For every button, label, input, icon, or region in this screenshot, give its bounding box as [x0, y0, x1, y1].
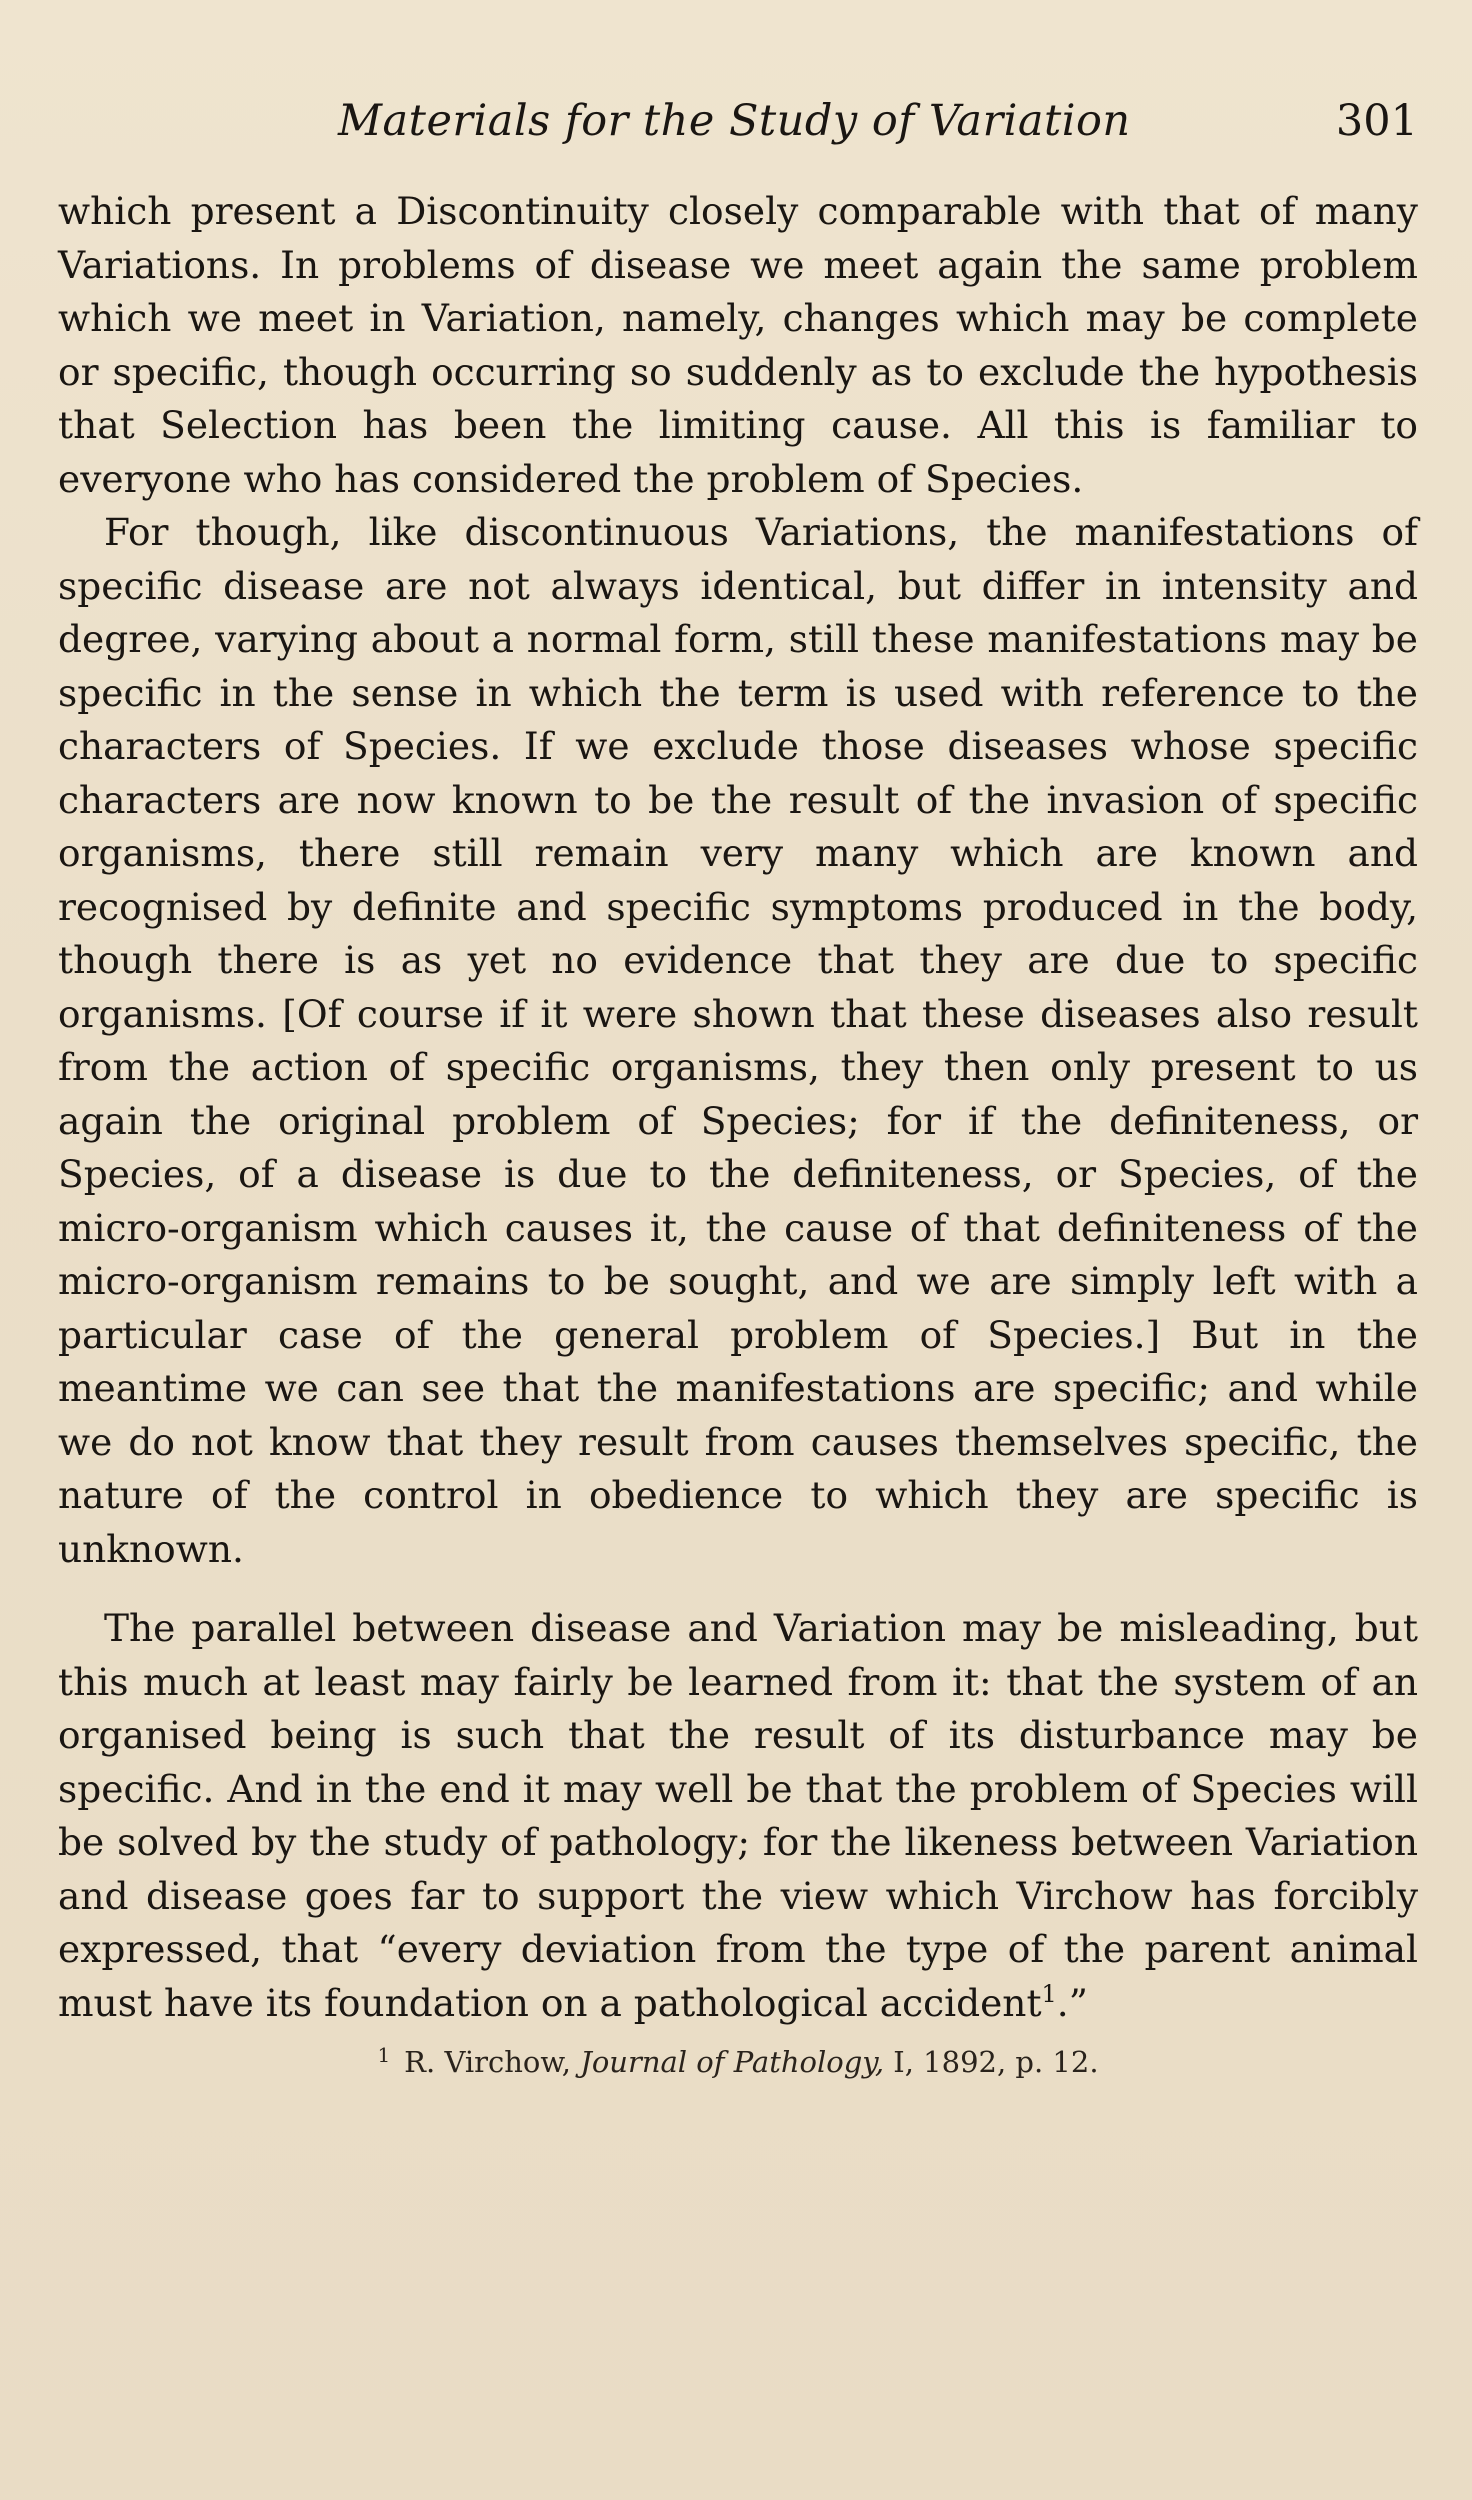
paragraph-2: For though, like discontinuous Variations, the manifestations of specific disease are not always identical, but differ in intensity and degree, varying about a normal form, still these manifestations may be specific in the sense in which the term is used with reference to the characters of Species. If we exclude those diseases whose specific characters are now known to be the result of the invasion of specific organisms, there still remain very many which are known and recognised by definite and specific symptoms produced in the body, though there is as yet no evidence that they are due to specific organisms. [Of course if it were shown that these diseases also result from the action of specific organisms, they then only present to us again the original problem of Species; for if the definiteness, or Species, of a disease is due to the definiteness, or Species, of the micro-organism which causes it, the cause of that definiteness of the micro-organism remains to be sought, and we are simply left with a particular case of the general problem of Species.] But in the meantime we can see that the manifestations are specific; and while we do not know that they result from causes themselves specific, the nature of the control in obedience to which they are specific is unknown.	[58, 510, 1418, 1571]
footnote-author: R. Virchow,	[404, 2045, 571, 2079]
footnote-reference: 1	[1041, 1979, 1057, 2008]
paragraph-1: which present a Discontinuity closely comparable with that of many Variations. In problems of disease we meet again the same problem which we meet in Variation, namely, changes which may be complete or specific, though occurring so suddenly as to exclude the hypothesis that Selection has been the limiting cause. All this is familiar to everyone who has considered the problem of Species.	[58, 189, 1418, 501]
paragraph-3-closing: .”	[1056, 1980, 1088, 2025]
page-number: 301	[1335, 96, 1418, 146]
paragraph-3-text: The parallel between disease and Variation may be misleading, but this much at least may fairly be learned from it: that the system of an organised being is such that the result of its disturbance may be specific. And in the end it may well be that the problem of Species will be solved by the study of pathology; for the likeness between Variation and disease goes far to support the view which Virchow has forcibly expressed, that “every deviation from the type of the parent animal must have its foundation on a pathological accident	[58, 1606, 1418, 2025]
body-text	[58, 185, 1418, 2082]
running-title: Materials for the Study of Variation	[338, 96, 1131, 146]
footnote-mark: 1	[377, 2043, 391, 2067]
running-head	[58, 96, 1418, 156]
footnote-journal: Journal of Pathology,	[580, 2045, 885, 2079]
paragraph-3	[58, 1602, 1418, 2030]
footnote-citation: I, 1892, p. 12.	[893, 2045, 1099, 2079]
footnote	[58, 2042, 1418, 2082]
